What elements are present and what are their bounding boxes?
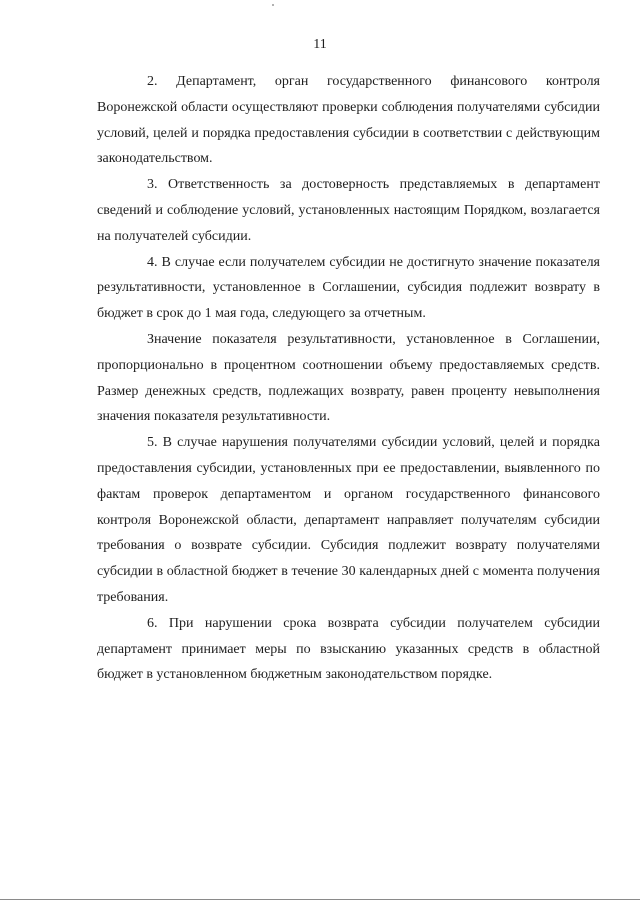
paragraph-2-inspection: 2. Департамент, орган государственного финансового контроля Воронежской области осуществляют проверки соблюдения получателями субсидии условий, целей и порядка предоставления субсидии в соответствии с действующим законодательством. [97, 74, 600, 167]
paragraph-6-recovery-measures: 6. При нарушении срока возврата субсидии получателем субсидии департамент принимает меры по взысканию указанных средств в областной бюджет в установленном бюджетным законодательством порядке. [97, 615, 600, 683]
paragraph-3-responsibility: 3. Ответственность за достоверность представляемых в департамент сведений и соблюдение условий, установленных настоящим Порядком, возлагается на получателей субсидии. [97, 177, 600, 244]
scan-bottom-edge-line [0, 899, 640, 900]
scan-artifact-dot [272, 4, 274, 6]
page-number: 11 [313, 37, 327, 52]
paragraph-indicator-value: Значение показателя результативности, установленное в Соглашении, пропорционально в процентном соотношении объему предоставляемых средств. Размер денежных средств, подлежащих возврату, равен проценту невыполнения значения показателя результативности. [97, 331, 600, 425]
paragraph-5-violation-refund: 5. В случае нарушения получателями субсидии условий, целей и порядка предоставления субсидии, установленных при ее предоставлении, выявленного по фактам проверок департаментом и органом государственного финансового контроля Воронежской области, департамент направляет получателям субсидии требования о возврате субсидии. Субсидия подлежит возврату получателями субсидии в областной бюджет в течение 30 календарных дней с момента получения требования. [97, 435, 600, 605]
document-body [97, 69, 600, 688]
paragraph-4-refund-deadline: 4. В случае если получателем субсидии не достигнуто значение показателя результативности, установленное в Соглашении, субсидия подлежит возврату в бюджет в срок до 1 мая года, следующего за отчетным. [97, 254, 600, 322]
